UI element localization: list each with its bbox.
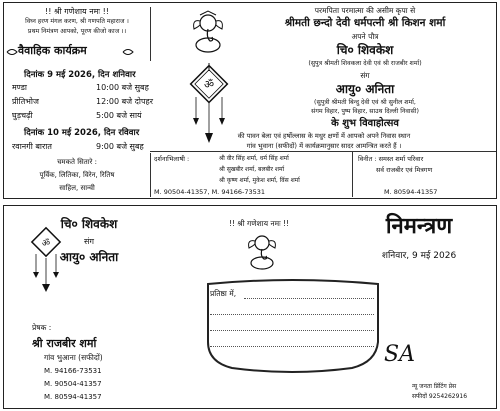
envelope-panel xyxy=(3,205,497,409)
kids-heading: चमकते सितारे : xyxy=(56,158,98,166)
bride-name: आयु० अनिता xyxy=(335,82,395,96)
svg-text:ॐ: ॐ xyxy=(203,78,215,91)
event-name: मण्डा xyxy=(12,83,27,92)
sender-phone: M. 94166-73531 xyxy=(44,367,102,375)
bride-parents-line-2: संगम विहार, पुष्प विहार, साउथ दिल्ली निवासी) xyxy=(311,108,419,115)
address-label: प्रतिष्ठा में, xyxy=(210,289,237,298)
event-time: 9:00 बजे सुबह xyxy=(96,142,144,151)
sender-label: प्रेषक : xyxy=(32,323,52,332)
ganesha-icon xyxy=(186,11,230,55)
darshan-line: श्री वीर सिंह शर्मा, धर्म सिंह शर्मा xyxy=(219,155,289,162)
monogram: SA xyxy=(384,342,415,367)
divider-right-bottom xyxy=(352,151,353,197)
invocation-text: !! श्री गणेशाय नमः !! xyxy=(44,7,109,16)
sender-phone: M. 90504-41357 xyxy=(44,380,102,388)
envelope-groom-name: चि० शिवकेश xyxy=(60,217,118,231)
header-verse-line-2: प्रथम निमंत्रण आपको, पूरण कीजो काज ।। xyxy=(27,28,127,35)
vaivahik-title: वैवाहिक कार्यक्रम xyxy=(18,44,87,57)
om-ornament-left-icon xyxy=(26,222,66,302)
bride-parents-line-1: (सुपुत्री श्रीमती बिन्दु देवी एवं श्री सुनील शर्मा, xyxy=(314,99,416,106)
event-time: 12:00 बजे दोपहर xyxy=(96,97,154,106)
invitation-text-line-2: गांव भुवाना (सफीदों) में कार्यक्रमानुसार सादर आमन्त्रित करते हैं । xyxy=(246,142,402,150)
ornament-flourish-left-icon xyxy=(6,47,18,57)
sang-label: संग xyxy=(360,71,370,80)
header-verse-line-1: विघ्न हरण मंगल करण, श्री गणपति महाराज । xyxy=(25,18,129,25)
envelope-invocation: !! श्री गणेशाय नमः !! xyxy=(228,219,289,228)
groom-name: चि० शिवकेश xyxy=(336,43,394,57)
shubh-vivah-title: के शुभ विवाहोत्सव xyxy=(331,118,399,129)
event-name: रवानगी बारात xyxy=(12,142,52,151)
invitation-inner-panel xyxy=(3,2,497,199)
envelope-sang-label: संग xyxy=(84,237,94,246)
grandson-label: अपने पौत्र xyxy=(351,32,379,41)
blessing-line: परमपिता परमात्मा की असीम कृपा से xyxy=(314,6,416,15)
nimantran-title: निमन्त्रण xyxy=(385,214,453,239)
invitation-text-line-1: की पावन बेला एवं हर्षोल्लास के मधुर क्षणों में आपको अपने निवास स्थान xyxy=(237,132,411,140)
envelope-date: शनिवार, 9 मई 2026 xyxy=(381,251,457,261)
kids-line-2: साहिल, सान्वी xyxy=(59,184,95,192)
sender-name: श्री राजबीर शर्मा xyxy=(32,337,97,350)
kids-line-1: पूर्विक, लितिका, विरेन, रितिष xyxy=(39,171,115,179)
event-time: 10:00 बजे सुबह xyxy=(96,83,149,92)
event-time: 5:00 बजे सायं xyxy=(96,111,142,120)
divider-left-bottom xyxy=(150,153,151,197)
schedule-day2-heading: दिनांक 10 मई 2026, दिन रविवार xyxy=(24,128,140,138)
printer-name: न्यू जनता प्रिंटिंग प्रेस xyxy=(412,383,457,390)
event-name: प्रीतिभोज xyxy=(12,97,39,106)
address-line[interactable] xyxy=(210,330,374,331)
schedule-day1-heading: दिनांक 9 मई 2026, दिन शनिवार xyxy=(24,70,136,80)
vinit-line-2: सर्व राजबीर एवं मित्रगण xyxy=(376,166,433,174)
parents-names: श्रीमती छन्दो देवी धर्मपत्नी श्री किशन शर्मा xyxy=(284,17,446,29)
groom-parents: (सुपुत्र श्रीमती शिवकला देवी एवं श्री राजबीर शर्मा) xyxy=(308,60,422,67)
vinit-line-1: विनीत : समस्त शर्मा परिवार xyxy=(358,155,424,163)
darshan-line: श्री सुखबीर शर्मा, बलबीर शर्मा xyxy=(219,166,285,173)
divider-left-top xyxy=(150,7,151,61)
darshan-label: दर्शनाभिलाषी : xyxy=(154,155,190,163)
ornament-flourish-right-icon xyxy=(122,47,134,57)
address-line[interactable] xyxy=(244,298,374,299)
event-name: घुड़चढ़ी xyxy=(12,111,33,120)
envelope-bride-name: आयु० अनिता xyxy=(59,250,119,264)
address-line[interactable] xyxy=(210,314,374,315)
printer-contact: सफीदों 9254262916 xyxy=(412,393,468,400)
darshan-line: श्री कृष्ण शर्मा, मुकेश शर्मा, विंस शर्मा xyxy=(219,177,300,184)
ganesha-icon xyxy=(242,232,282,272)
sender-phone: M. 80594-41357 xyxy=(44,393,102,401)
phone-numbers-left: M. 90504-41357, M. 94166-73531 xyxy=(154,188,266,196)
address-line[interactable] xyxy=(210,346,374,347)
svg-text:ॐ: ॐ xyxy=(41,239,51,249)
phone-number-right: M. 80594-41357 xyxy=(384,188,438,196)
sender-village: गांव भुआना (सफीदों) xyxy=(44,353,103,362)
